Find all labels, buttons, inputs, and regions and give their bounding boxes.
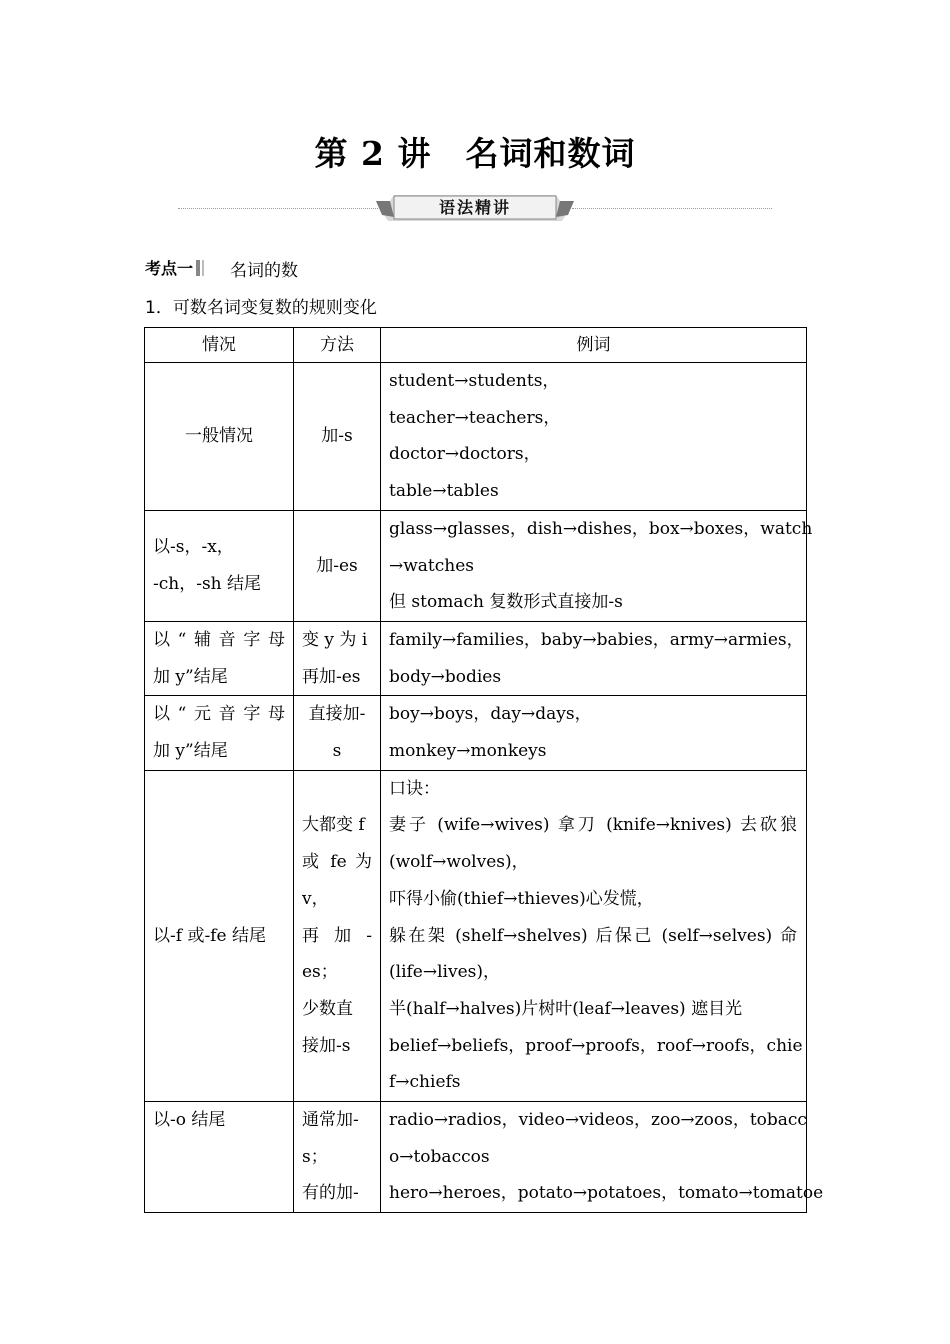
table-row [145, 770, 807, 1101]
table-row [145, 621, 807, 695]
cell-case: 以-f 或-fe 结尾 [145, 770, 294, 1101]
section-tag-label: 考点一 [145, 259, 194, 278]
cell-method: 变 y 为 i 再加-es [294, 621, 381, 695]
cell-method: 通常加- s； 有的加- [294, 1102, 381, 1213]
cell-case: 以-o 结尾 [145, 1102, 294, 1213]
lesson-topic: 名词和数词 [465, 134, 636, 173]
cell-examples: radio→radios，video→videos，zoo→zoos，tobacc o→tobaccos hero→heroes，potato→potatoes，tomato→tomatoe [381, 1102, 807, 1213]
table-row [145, 696, 807, 770]
cell-examples: boy→boys，day→days， monkey→monkeys [381, 696, 807, 770]
cell-case: 以“元音字母 加 y”结尾 [145, 696, 294, 770]
cell-examples: student→students， teacher→teachers， doctor→doctors， table→tables [381, 363, 807, 511]
tag-mark [196, 260, 200, 276]
plural-rules-table [144, 327, 824, 1213]
banner-line-left [178, 208, 378, 209]
table-row [145, 1102, 807, 1213]
section-title: 名词的数 [230, 261, 298, 281]
cell-method: 直接加- s [294, 696, 381, 770]
cell-case: 一般情况 [145, 363, 294, 511]
page-title [0, 128, 950, 175]
cell-examples: 口诀： 妻子 (wife→wives) 拿刀 (knife→knives) 去砍狼 (wolf→wolves)， 吓得小偷(thief→thieves)心发慌， 躲在架 (shelf→shelves) 后保己 (self→selves) 命 (life→lives)， 半(half→halves)片树叶(leaf→leaves) 遮目光 belief→beliefs，proof→proofs，roof→roofs，chie f→chiefs [381, 770, 807, 1101]
header-case: 情况 [145, 328, 294, 363]
table-row [145, 363, 807, 511]
subheading: 1．可数名词变复数的规则变化 [145, 298, 377, 318]
table-row [145, 510, 807, 621]
cell-method: 加-es [294, 510, 381, 621]
cell-examples: glass→glasses，dish→dishes，box→boxes，watch →watches 但 stomach 复数形式直接加-s [381, 510, 807, 621]
cell-method: 加-s [294, 363, 381, 511]
header-examples: 例词 [381, 328, 807, 363]
cell-method: 大都变 f 或 fe 为 v， 再 加 - es； 少数直 接加-s [294, 770, 381, 1101]
banner-line-right [572, 208, 772, 209]
lesson-number: 第 2 讲 [314, 134, 432, 173]
section-banner [376, 195, 574, 221]
banner-label: 语法精讲 [438, 198, 511, 217]
cell-case: 以-s，-x， -ch，-sh 结尾 [145, 510, 294, 621]
cell-examples: family→families，baby→babies，army→armies， body→bodies [381, 621, 807, 695]
header-method: 方法 [294, 328, 381, 363]
cell-case: 以“辅音字母 加 y”结尾 [145, 621, 294, 695]
table-header-row [145, 328, 807, 363]
tag-mark-light [202, 260, 204, 276]
section-tag [145, 256, 204, 279]
